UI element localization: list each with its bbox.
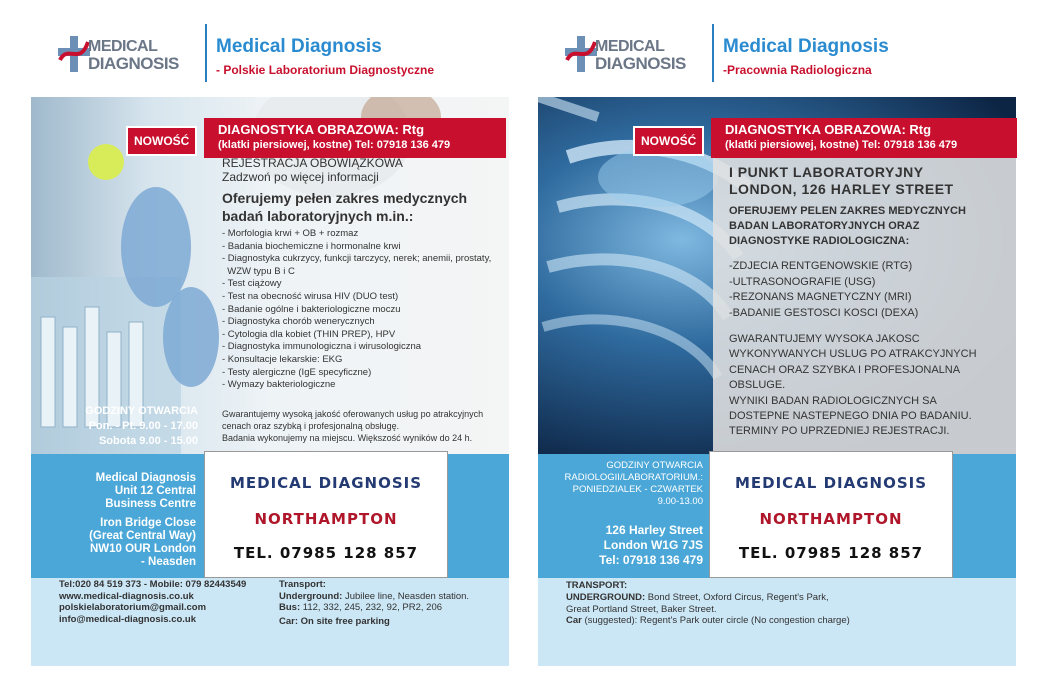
list-item: - Wymazy bakteriologiczne	[222, 379, 336, 391]
list-item: -REZONANS MAGNETYCZNY (MRI)	[729, 291, 912, 303]
list-item: -ZDJECIA RENTGENOWSKIE (RTG)	[729, 260, 913, 272]
northampton-box	[709, 451, 953, 578]
transport-title: TRANSPORT:	[566, 580, 628, 591]
quality-text: GWARANTUJEMY WYSOKA JAKOSC WYKONYWANYCH USLUG PO ATRAKCYJNYCH CENACH ORAZ SZYBKA I PROFESJONALNA OBSLUGE. WYNIKI BADAN RADIOLOGICZNYCH SA DOSTEPNE NASTEPNEGO DNIA PO BADANIU. TERMINY PO UPRZEDNIEJ REJESTRACJI.	[729, 333, 977, 438]
imaging-banner	[204, 118, 506, 158]
transport-info: TRANSPORT: UNDERGROUND: Bond Street, Oxford Circus, Regent's Park, Great Portland Street, Baker Street. Car (suggested): Regent's Park outer circle (No congestion charge)	[566, 580, 850, 627]
list-item: - Cytologia dla kobiet (THIN PREP), HPV	[222, 328, 396, 340]
flyer-radiology	[535, 0, 1017, 691]
list-item: - Test ciążowy	[222, 278, 282, 290]
list-item: -ULTRASONOGRAFIE (USG)	[729, 275, 876, 288]
list-item: - Morfologia krwi + OB + rozmaz	[222, 228, 359, 239]
banner-title: DIAGNOSTYKA OBRAZOWA: Rtg	[725, 122, 932, 137]
email-link[interactable]: polskielaboratorium@gmail.com	[59, 602, 207, 613]
list-item: - Konsultacje lekarskie: EKG	[222, 353, 343, 365]
flyer-header	[28, 22, 510, 92]
transport-title: Transport:	[279, 579, 326, 590]
registration-line2: Zadzwoń po więcej informacji	[222, 170, 379, 184]
header-subtitle: -Pracownia Radiologiczna	[723, 63, 872, 77]
radiology-hours: GODZINY OTWARCIA RADIOLOGII/LABORATORIUM.: PONIEDZIALEK - CZWARTEK 9.00-13.00	[564, 460, 703, 507]
header-divider	[205, 24, 207, 82]
offer-line1: Oferujemy pełen zakres medycznych	[222, 190, 468, 206]
header-title: Medical Diagnosis	[216, 36, 382, 57]
offer-line2: badań laboratoryjnych m.in.:	[222, 208, 414, 224]
list-item: - Testy alergiczne (IgE specyficzne)	[222, 366, 372, 378]
list-item: - Diagnostyka cukrzycy, funkcji tarczycy, nerek; anemii, prostaty,	[222, 253, 492, 265]
header-title: Medical Diagnosis	[723, 36, 889, 57]
box-title: MEDICAL DIAGNOSIS	[229, 474, 423, 492]
list-item: - Test na obecność wirusa HIV (DUO test)	[222, 290, 399, 302]
header-divider	[712, 24, 714, 82]
list-item: WZW typu B i C	[222, 265, 295, 277]
box-city: NORTHAMPTON	[759, 510, 903, 528]
medical-diagnosis-logo	[563, 32, 713, 76]
cross-logo-icon	[563, 34, 599, 74]
banner-subtitle: (klatki piersiowej, kostne) Tel: 07918 136 479	[218, 139, 451, 151]
medical-diagnosis-logo	[56, 32, 206, 76]
phone-text: Tel:020 84 519 373 - Mobile: 079 82443549	[59, 579, 247, 590]
hours-title: GODZINY OTWARCIA	[85, 405, 198, 417]
quality-text: Gwarantujemy wysoką jakość oferowanych usług po atrakcyjnych cenach oraz szybką i profesjonalną obsługę. Badania wykonujemy na miejscu. Większość wyników do 24 h.	[222, 409, 484, 443]
box-city: NORTHAMPTON	[254, 510, 398, 528]
hours-saturday: Sobota 9.00 - 15.00	[98, 435, 198, 447]
logo-line1: MEDICAL	[595, 38, 665, 55]
website-link[interactable]: www.medical-diagnosis.co.uk	[59, 590, 194, 602]
northampton-box	[204, 451, 448, 578]
hours-weekdays: Pon. - Pt. 9.00 - 17.00	[88, 420, 198, 432]
new-tag: NOWOŚĆ	[126, 126, 197, 156]
cross-logo-icon	[56, 34, 92, 74]
offer-text: OFERUJEMY PELEN ZAKRES MEDYCZNYCH BADAN LABORATORYJNYCH ORAZ DIAGNOSTYKE RADIOLOGICZNA:	[729, 205, 966, 247]
new-tag: NOWOŚĆ	[633, 126, 704, 156]
logo-line1: MEDICAL	[88, 38, 158, 55]
lab-address: Medical Diagnosis Unit 12 Central Business Centre Iron Bridge Close (Great Central Way) NW10 OUR London - Neasden	[89, 472, 196, 568]
box-phone: TEL. 07985 128 857	[233, 544, 419, 562]
list-item: -BADANIE GESTOSCI KOSCI (DEXA)	[729, 306, 919, 319]
flyer-header	[535, 22, 1017, 92]
lab-heading-line2: LONDON, 126 HARLEY STREET	[729, 181, 954, 197]
lab-services-list	[222, 228, 491, 392]
transport-info: Transport: Underground: Jubilee line, Neasden station. Bus: 112, 332, 245, 232, 92, PR2, 206 Car: On site free parking	[279, 579, 470, 627]
harley-street-address: 126 Harley Street London W1G 7JS Tel: 07918 136 479	[599, 523, 703, 567]
contact-info	[59, 579, 246, 625]
lab-heading-line1: I PUNKT LABORATORYJNY	[729, 164, 924, 180]
list-item: - Diagnostyka chorób wenerycznych	[222, 316, 375, 328]
list-item: - Diagnostyka immunologiczna i wirusologiczna	[222, 341, 422, 353]
parking-text: Car: On site free parking	[279, 615, 390, 627]
flyer-lab	[28, 0, 510, 691]
banner-title: DIAGNOSTYKA OBRAZOWA: Rtg	[218, 122, 425, 137]
list-item: - Badania biochemiczne i hormonalne krwi	[222, 240, 401, 252]
banner-subtitle: (klatki piersiowej, kostne) Tel: 07918 136 479	[725, 139, 958, 151]
registration-line1: REJESTRACJA OBOWIĄZKOWA	[222, 156, 403, 170]
email-link[interactable]: info@medical-diagnosis.co.uk	[59, 613, 197, 625]
logo-line2: DIAGNOSIS	[595, 54, 686, 73]
header-subtitle: - Polskie Laboratorium Diagnostyczne	[216, 63, 435, 77]
list-item: - Badanie ogólne i bakteriologiczne moczu	[222, 303, 401, 315]
radiology-services-list	[729, 259, 918, 321]
box-phone: TEL. 07985 128 857	[738, 544, 924, 562]
box-title: MEDICAL DIAGNOSIS	[734, 474, 928, 492]
imaging-banner	[711, 118, 1017, 158]
logo-line2: DIAGNOSIS	[88, 54, 179, 73]
